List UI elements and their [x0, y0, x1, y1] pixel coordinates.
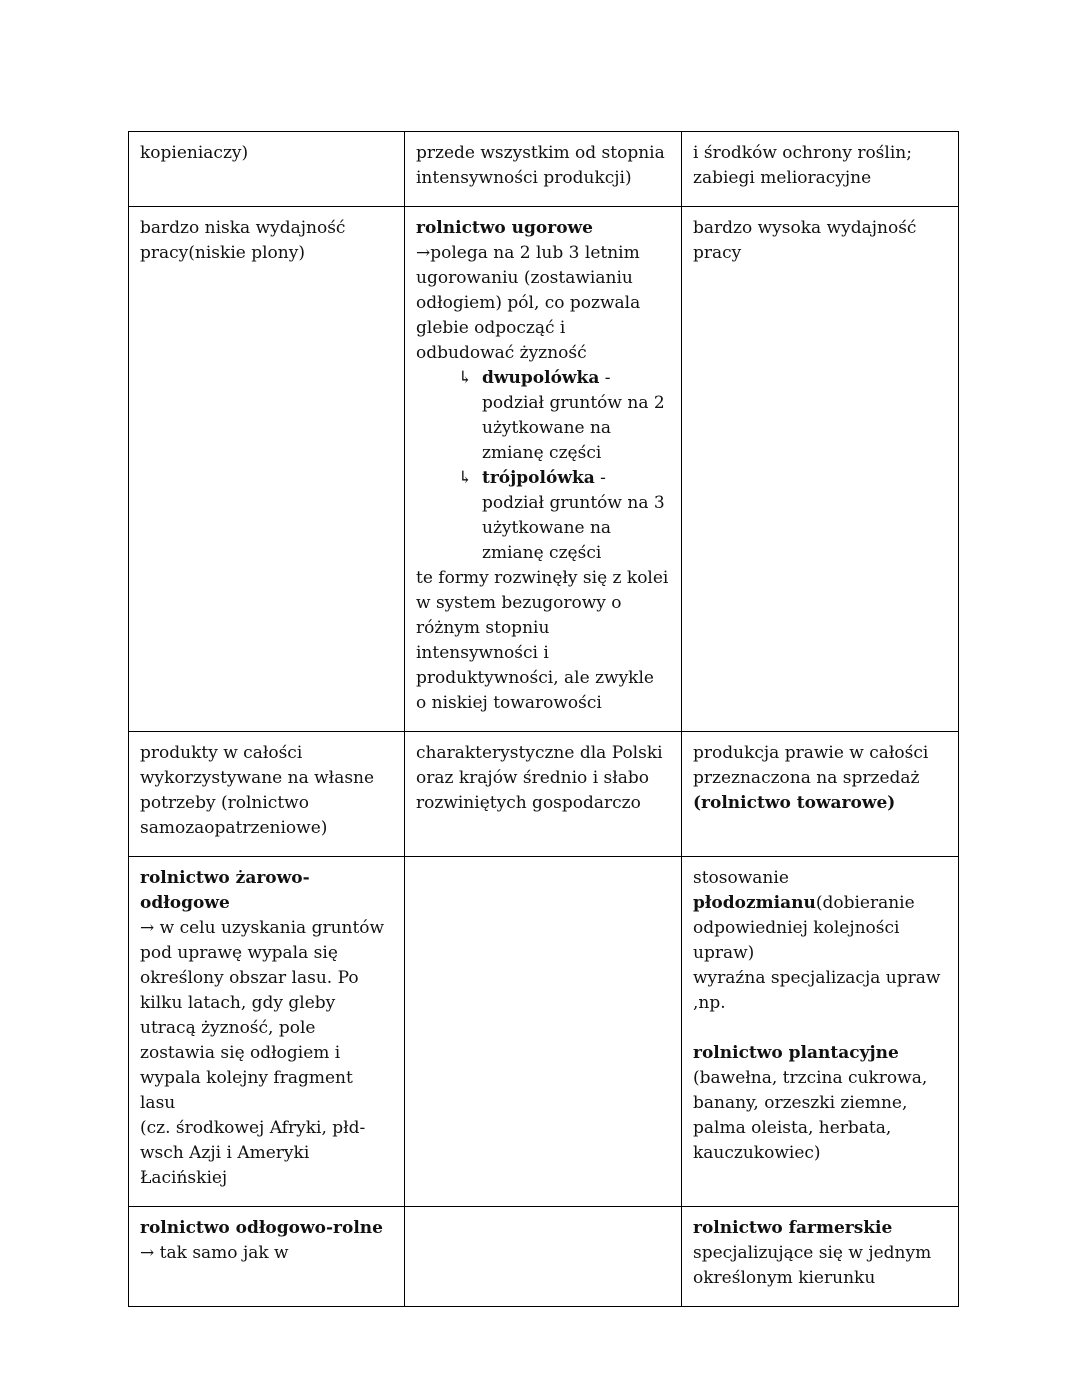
paragraph: [693, 1216, 946, 1291]
table-row: [129, 857, 959, 1207]
text-run: charakterystyczne dla Polski oraz krajów średnio i słabo rozwiniętych gospodarczo: [416, 743, 663, 813]
table-cell: [129, 1207, 405, 1307]
text-run: - podział gruntów na 3 użytkowane na zmianę części: [482, 468, 665, 563]
table-cell: [682, 857, 959, 1207]
table-row: [129, 732, 959, 857]
text-run: kopieniaczy): [140, 143, 249, 163]
table-cell: [405, 132, 682, 207]
paragraph: [140, 1116, 392, 1191]
list-item: [416, 366, 669, 466]
text-run: (bawełna, trzcina cukrowa, banany, orzeszki ziemne, palma oleista, herbata, kauczukowiec): [693, 1068, 928, 1163]
paragraph: [140, 1241, 392, 1266]
paragraph: [693, 1041, 946, 1166]
bold-text: rolnictwo żarowo-odłogowe: [140, 868, 310, 913]
text-run: bardzo wysoka wydajność pracy: [693, 218, 917, 263]
text-run: - podział gruntów na 2 użytkowane na zmianę części: [482, 368, 665, 463]
text-run: i środków ochrony roślin; zabiegi melioracyjne: [693, 143, 912, 188]
paragraph: [140, 1216, 392, 1241]
paragraph: [140, 741, 392, 841]
paragraph: [693, 141, 946, 191]
agriculture-table: [128, 131, 959, 1307]
blank-line: [693, 1016, 946, 1041]
bold-text: (rolnictwo towarowe): [693, 793, 896, 813]
text-run: te formy rozwinęły się z kolei w system bezugorowy o różnym stopniu intensywności i produktywności, ale zwykle o niskiej towarowości: [416, 568, 669, 713]
text-run: → w celu uzyskania gruntów pod uprawę wypala się określony obszar lasu. Po kilku latach, gdy gleby utracą żyzność, pole zostawia się odłogiem i wypala kolejny fragment lasu: [140, 918, 385, 1113]
list-item: [416, 466, 669, 566]
paragraph: [416, 741, 669, 816]
paragraph: [140, 216, 392, 266]
bold-text: trójpolówka: [482, 468, 595, 488]
paragraph: [140, 141, 392, 166]
paragraph: [693, 216, 946, 266]
paragraph: [416, 216, 669, 241]
table-cell: [405, 732, 682, 857]
list-item-text: [482, 368, 665, 463]
text-run: specjalizujące się w jednym określonym kierunku: [693, 1243, 932, 1288]
text-run: (cz. środkowej Afryki, płd-wsch Azji i Ameryki Łacińskiej: [140, 1118, 366, 1188]
paragraph: [693, 966, 946, 1016]
table-cell: [682, 207, 959, 732]
text-run: bardzo niska wydajność pracy(niskie plony): [140, 218, 346, 263]
paragraph: [416, 141, 669, 191]
list-item-text: [482, 468, 665, 563]
bold-text: rolnictwo farmerskie: [693, 1218, 893, 1238]
table-cell: [405, 857, 682, 1207]
text-run: (dobieranie odpowiedniej kolejności upraw): [693, 893, 915, 963]
table-cell: [682, 1207, 959, 1307]
list-arrow-icon: ↳: [458, 468, 473, 488]
text-run: wyraźna specjalizacja upraw ,np.: [693, 968, 941, 1013]
text-run: przede wszystkim od stopnia intensywności produkcji): [416, 143, 665, 188]
table-cell: [682, 732, 959, 857]
table-cell: [129, 732, 405, 857]
text-run: →polega na 2 lub 3 letnim ugorowaniu (zostawianiu odłogiem) pól, co pozwala glebie odpocząć i odbudować żyzność: [416, 243, 641, 363]
table-cell: [405, 207, 682, 732]
table-cell: [682, 132, 959, 207]
paragraph: [693, 866, 946, 966]
bold-text: płodozmianu: [693, 893, 816, 913]
table-body: [129, 132, 959, 1307]
text-run: stosowanie: [693, 868, 789, 888]
bold-text: rolnictwo ugorowe: [416, 218, 593, 238]
paragraph: [140, 866, 392, 916]
bold-text: rolnictwo plantacyjne: [693, 1043, 899, 1063]
text-run: produkcja prawie w całości przeznaczona na sprzedaż: [693, 743, 929, 788]
table-cell: [129, 857, 405, 1207]
paragraph: [416, 241, 669, 366]
table-cell: [405, 1207, 682, 1307]
table-cell: [129, 207, 405, 732]
list-arrow-icon: ↳: [458, 368, 473, 388]
paragraph: [693, 741, 946, 816]
table-row: [129, 207, 959, 732]
text-run: → tak samo jak w: [140, 1243, 289, 1263]
bold-text: dwupolówka: [482, 368, 600, 388]
table-cell: [129, 132, 405, 207]
table-row: [129, 1207, 959, 1307]
bold-text: rolnictwo odłogowo-rolne: [140, 1218, 383, 1238]
paragraph: [140, 916, 392, 1116]
text-run: produkty w całości wykorzystywane na własne potrzeby (rolnictwo samozaopatrzeniowe): [140, 743, 375, 838]
paragraph: [416, 566, 669, 716]
table-row: [129, 132, 959, 207]
